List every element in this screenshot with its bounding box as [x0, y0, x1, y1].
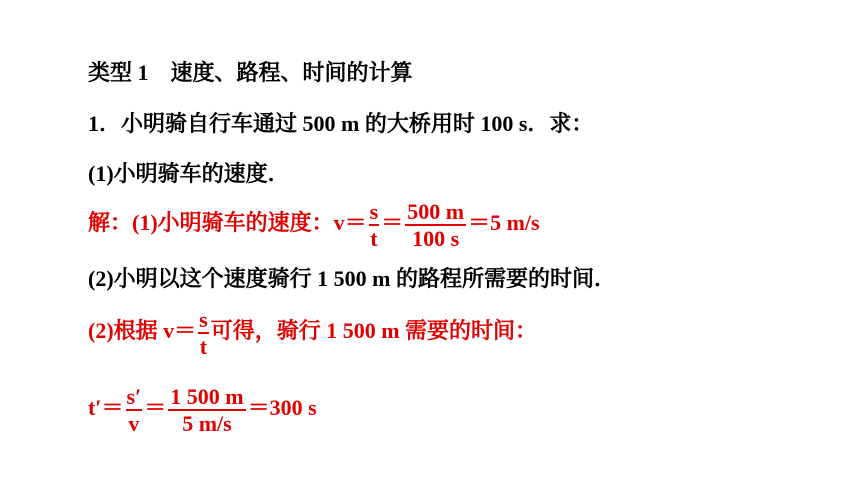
equals-sign: ＝	[381, 210, 404, 236]
part2-calculation	[88, 385, 317, 435]
fraction-numerator: s′	[126, 385, 143, 411]
formula-fraction-s-prime-over-v	[126, 385, 143, 435]
part2-answer-suffix: 可得，骑行 1 500 m 需要的时间：	[210, 318, 538, 344]
part2-answer-intro	[88, 308, 537, 358]
part1-result: ＝5 m/s	[468, 210, 540, 236]
formula-fraction-s-over-t	[369, 200, 380, 250]
fraction-numerator: 1 500 m	[168, 385, 245, 411]
formula-fraction-s-over-t	[198, 308, 209, 358]
fraction-denominator: 5 m/s	[182, 411, 232, 437]
value-fraction	[405, 200, 466, 250]
fraction-numerator: s	[369, 200, 380, 226]
question-stem: 1．小明骑自行车通过 500 m 的大桥用时 100 s．求：	[88, 111, 594, 136]
fraction-denominator: t	[199, 334, 208, 360]
value-fraction	[168, 385, 245, 435]
part2-result: ＝300 s	[247, 395, 317, 421]
calc-lhs: t′＝	[88, 395, 124, 421]
part1-answer-prefix: 解：(1)小明骑车的速度：v＝	[88, 210, 367, 236]
fraction-denominator: t	[370, 226, 378, 252]
equals-sign: ＝	[144, 395, 167, 421]
part2-question: (2)小明以这个速度骑行 1 500 m 的路程所需要的时间．	[88, 266, 616, 291]
section-heading: 类型 1 速度、路程、时间的计算	[88, 60, 413, 85]
part1-question: (1)小明骑车的速度．	[88, 161, 290, 186]
part2-answer-prefix: (2)根据 v＝	[88, 318, 197, 344]
fraction-denominator: 100 s	[412, 226, 460, 252]
fraction-denominator: v	[128, 411, 140, 437]
fraction-numerator: s	[198, 308, 209, 334]
part1-answer	[88, 200, 540, 250]
fraction-numerator: 500 m	[405, 200, 466, 226]
